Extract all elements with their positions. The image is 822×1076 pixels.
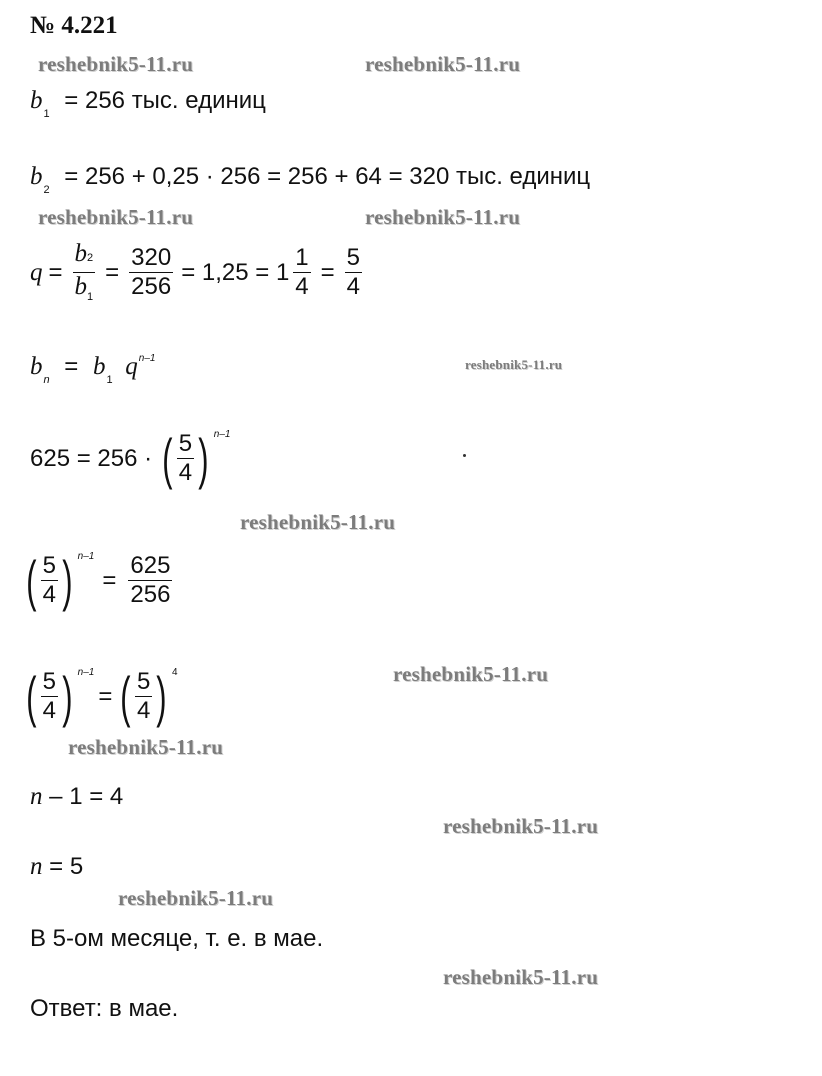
watermark: reshebnik5-11.ru	[38, 52, 194, 76]
fraction-5-4: $\frac{5}{4}$	[346, 244, 361, 300]
formula-bn: $b_n = b_1$ $q^{n-1}$	[30, 353, 156, 386]
equation-b1-value: = 256 тыс. единиц	[64, 87, 266, 114]
conclusion-text: В 5-ом месяце, т. е. в мае.	[30, 925, 324, 952]
watermark: reshebnik5-11.ru	[118, 886, 274, 910]
answer-text: Ответ: в мае.	[30, 995, 179, 1022]
watermark: reshebnik5-11.ru	[38, 205, 194, 229]
stray-dot	[463, 454, 466, 457]
watermark: reshebnik5-11.ru	[443, 965, 599, 989]
equation-q: q = $\frac{b2}{b_1}$ = $\frac{320}{256}$ = 1,25 = 1 $\frac{1}{4}$ = $\frac{5}{4}$	[30, 240, 361, 303]
watermark: reshebnik5-11.ru	[465, 357, 563, 372]
watermark: reshebnik5-11.ru	[443, 814, 599, 838]
watermark: reshebnik5-11.ru	[365, 52, 521, 76]
fraction-320-256: $\frac{320}{256}$	[131, 244, 172, 300]
watermark: reshebnik5-11.ru	[240, 510, 396, 534]
watermark: reshebnik5-11.ru	[393, 662, 549, 686]
equation-625: 625 = 256 · ( $\frac{5}{4}$ ) n–1	[30, 426, 231, 490]
equation-b2-value: = 256 + 0,25 · 256 = 256 + 64 = 320 тыс. единиц	[64, 163, 591, 190]
equation-n: n = 5	[30, 853, 84, 880]
equation-ratio: ( $\frac{5}{4}$ ) n–1 = $\frac{625}{256}$	[26, 548, 171, 612]
equation-powers: ( $\frac{5}{4}$ ) n–1 = ( $\frac{5}{4}$ ) 4	[26, 664, 178, 728]
equation-n-minus-1: n – 1 = 4	[30, 783, 124, 810]
fraction-1-4: $\frac{1}{4}$	[295, 244, 309, 300]
watermark: reshebnik5-11.ru	[365, 205, 521, 229]
fraction-b2-b1: $\frac{b2}{b_1}$	[74, 240, 94, 303]
problem-number: № 4.221	[30, 12, 118, 39]
equation-b2: $b_2 = 256 + 0,25 \cdot 256 = 256 + 64 = 320$ тыс. единиц	[30, 163, 591, 196]
watermark: reshebnik5-11.ru	[68, 735, 224, 759]
equation-b1: $b_1 = 256$ тыс. единиц	[30, 87, 266, 120]
